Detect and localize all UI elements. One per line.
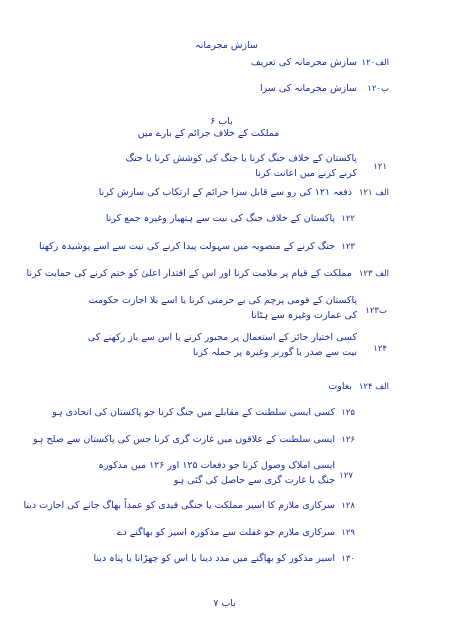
section-number: ۱۲۲ <box>341 214 355 224</box>
section-text: دفعہ ۱۲۱ کی رو سے قابل سزا جرائم کے ارتکاب کی سازش کرنا <box>98 187 352 198</box>
section-text: ایسی املاک وصول کرنا جو دفعات ۱۲۵ اور ۱۲۶ میں مذکورہ جنگ یا غارت گری سے حاصل کی گئی ہو <box>98 460 335 486</box>
section-number: الف ۱۲۳ <box>358 269 389 279</box>
section-number: ۱۳۰ <box>341 554 355 564</box>
section-number: ۱۲۴ <box>373 344 387 354</box>
section-number: ۱۲۶ <box>341 435 355 445</box>
section-number: الف ۱۲۱ <box>358 188 389 198</box>
section-text: پاکستان کے خلاف جنگ کی نیت سے ہتھیار وغیرہ جمع کرنا <box>105 213 335 224</box>
section-number: ۱۲۵ <box>341 408 355 418</box>
section-number: ۱۲۳ <box>341 242 355 252</box>
section-number: الف ۱۲۴ <box>358 382 389 392</box>
section-text: بغاوت <box>328 381 352 392</box>
page-title: سازش مجرمانہ <box>195 40 258 51</box>
section-text: سازش مجرمانہ کی تعریف <box>250 57 357 68</box>
section-text: مملکت کے قیام پر ملامت کرنا اور اس کے اقتدار اعلیٰ کو ختم کرنے کی حمایت کرنا <box>26 268 352 279</box>
section-number: ۱۲۸ <box>341 501 355 511</box>
section-number: ب۱۲۳ <box>365 306 387 316</box>
section-number: الف۱۲۰ <box>361 58 389 68</box>
section-number: ۱۲۱ <box>373 162 387 172</box>
section-text: سرکاری ملازم جو غفلت سے مذکورہ اسیر کو بھاگنے دے <box>116 527 335 538</box>
section-text: ایسی سلطنت کے علاقوں میں غارت گری کرنا جس کی پاکستان سے صلح ہو <box>32 434 335 445</box>
section-text: پاکستان کے قومی پرچم کی بے حرمتی کرنا یا اسے بلا اجازت حکومت کی عمارت وغیرہ سے ہٹانا <box>88 295 357 321</box>
section-text: پاکستان کے خلاف جنگ کرنا یا جنگ کی کوشش کرنا یا جنگ کرنے کرنے میں اعانت کرنا <box>125 153 357 179</box>
chapter-label: باب ۶ <box>210 116 233 127</box>
section-text: اسیر مذکور کو بھاگنے میں مدد دینا یا اس کو چھڑانا یا پناہ دینا <box>93 553 335 564</box>
section-text: جنگ کرنے کے منصوبہ میں سہولت پیدا کرنے کی نیت سے اسے پوشیدہ رکھنا <box>39 241 335 252</box>
section-text: سازش مجرمانہ کی سزا <box>259 83 357 94</box>
chapter-title: مملکت کے خلاف جرائم کے بارے میں <box>137 128 280 139</box>
section-text: کسی ایسی سلطنت کے مقابلے میں جنگ کرنا جو پاکستان کی اتحادی ہو <box>52 407 335 418</box>
section-number: ب۱۲۰ <box>367 84 389 94</box>
next-chapter-label: باب ۷ <box>213 598 236 609</box>
section-text: سرکاری ملازم کا اسیر مملکت یا جنگی قیدی کو عمداً بھاگ جانے کی اجازت دینا <box>23 500 335 511</box>
section-text: کسی اختیار جائز کے استعمال پر مجبور کرنے یا اس سے باز رکھنے کی نیت سے صدر یا گورنر وغیرہ پر حملہ کرنا <box>87 332 357 358</box>
section-number: ۱۲۹ <box>341 528 355 538</box>
section-number: ۱۲۷ <box>339 471 353 481</box>
